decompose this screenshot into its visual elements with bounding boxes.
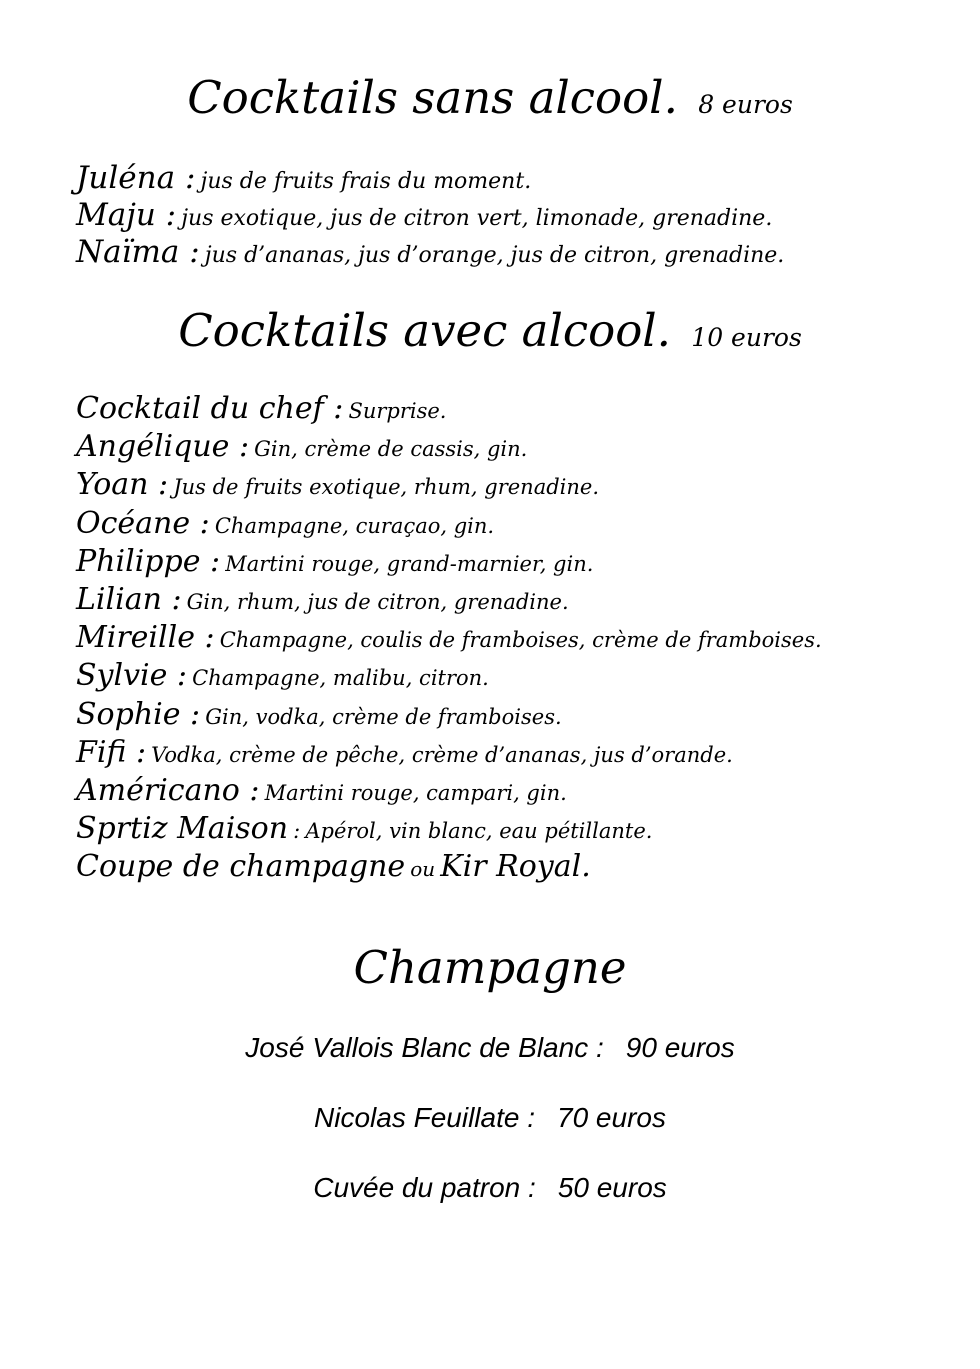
list-item: [76, 581, 822, 619]
list-item: [76, 810, 822, 848]
sans-alcool-heading: [0, 70, 980, 133]
champagne-heading: [0, 940, 980, 996]
cocktail-description: jus d’ananas, jus d’orange, jus de citron, grenadine.: [204, 243, 785, 268]
cocktail-description: jus de fruits frais du moment.: [200, 169, 532, 194]
list-item: [0, 1023, 980, 1093]
sans-alcool-title: Cocktails sans alcool.: [187, 71, 678, 124]
champagne-price: 70 euros: [557, 1102, 666, 1133]
list-item: [76, 428, 822, 466]
champagne-price: 50 euros: [557, 1172, 667, 1203]
sans-alcool-list: [76, 160, 784, 271]
list-item: [76, 197, 784, 234]
list-item: [76, 772, 822, 810]
cocktail-name: Coupe de champagne: [76, 849, 406, 885]
cocktail-name: Mireille :: [76, 620, 215, 656]
cocktail-name: Yoan :: [76, 467, 169, 503]
cocktail-name: Kir Royal.: [440, 849, 591, 885]
avec-alcool-price: 10 euros: [691, 323, 802, 352]
cocktail-name: Angélique :: [76, 429, 250, 465]
cocktail-name: Naïma :: [76, 234, 200, 270]
avec-alcool-title: Cocktails avec alcool.: [178, 304, 671, 357]
cocktail-description: Martini rouge, campari, gin.: [264, 780, 567, 805]
list-item: [76, 390, 822, 428]
list-item: [76, 734, 822, 772]
cocktail-name: Lilian :: [76, 581, 182, 617]
list-item: [0, 1093, 980, 1163]
cocktail-description: Vodka, crème de pêche, crème d’ananas, jus d’orande.: [151, 742, 733, 767]
list-item: [76, 657, 822, 695]
cocktail-name: Philippe :: [76, 543, 221, 579]
champagne-name: Cuvée du patron :: [313, 1172, 536, 1203]
champagne-name: Nicolas Feuillate :: [314, 1102, 535, 1133]
avec-alcool-heading: [0, 303, 980, 366]
avec-alcool-list: [76, 390, 822, 886]
list-item: [0, 1163, 980, 1233]
cocktail-name: Juléna :: [76, 160, 196, 196]
champagne-list: [0, 1023, 980, 1233]
cocktail-name: Maju :: [76, 197, 177, 233]
cocktail-description: Martini rouge, grand-marnier, gin.: [225, 551, 594, 576]
list-item: [76, 466, 822, 504]
cocktail-description: Gin, rhum, jus de citron, grenadine.: [186, 589, 569, 614]
list-item: [76, 696, 822, 734]
cocktail-separator: :: [293, 819, 301, 844]
cocktail-name: Cocktail du chef :: [76, 391, 344, 426]
list-item: [76, 848, 822, 886]
cocktail-description: Jus de fruits exotique, rhum, grenadine.: [173, 475, 599, 500]
list-item: [76, 160, 784, 197]
cocktail-name: Fifi :: [76, 734, 147, 770]
cocktail-description: Champagne, curaçao, gin.: [214, 513, 495, 538]
connector-word: ou: [410, 857, 436, 882]
cocktail-description: Gin, crème de cassis, gin.: [254, 437, 528, 462]
champagne-price: 90 euros: [625, 1032, 735, 1063]
cocktail-name: Américano :: [76, 772, 260, 808]
list-item: [76, 505, 822, 543]
list-item: [76, 234, 784, 271]
cocktail-description: Apérol, vin blanc, eau pétillante.: [305, 819, 653, 844]
cocktail-description: Champagne, coulis de framboises, crème de framboises.: [219, 628, 822, 653]
cocktail-description: Gin, vodka, crème de framboises.: [205, 704, 562, 729]
sans-alcool-price: 8 euros: [698, 90, 793, 119]
list-item: [76, 543, 822, 581]
cocktail-name: Sylvie :: [76, 658, 188, 694]
cocktail-description: Champagne, malibu, citron.: [192, 666, 489, 691]
champagne-name: José Vallois Blanc de Blanc :: [245, 1032, 604, 1063]
list-item: [76, 619, 822, 657]
cocktail-name: Océane :: [76, 505, 210, 541]
cocktail-description: jus exotique, jus de citron vert, limonade, grenadine.: [181, 206, 773, 231]
cocktail-name: Sophie :: [76, 696, 201, 732]
cocktail-description: Surprise.: [348, 399, 447, 423]
cocktail-name: Sprtiz Maison: [76, 811, 289, 847]
champagne-title: Champagne: [353, 941, 627, 994]
